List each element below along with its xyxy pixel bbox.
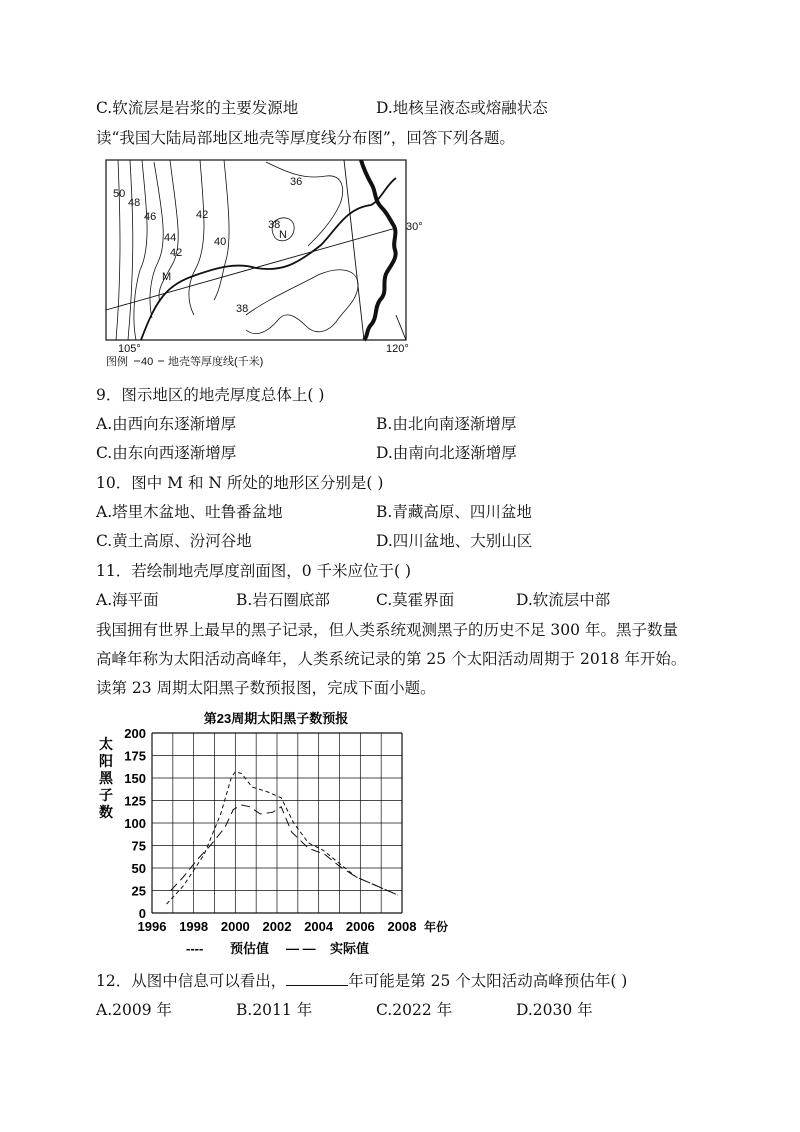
chart-ylabel: [99, 736, 114, 820]
q11-option-d: D.软流层中部: [516, 591, 611, 609]
contour-label-44: 44: [164, 232, 177, 244]
q10-option-d: D.四川盆地、大别山区: [376, 532, 533, 550]
legend-symbol: ----: [186, 941, 204, 956]
contour-label-50: 50: [113, 188, 126, 200]
q11-option-b: B.岩石圈底部: [236, 591, 330, 609]
q9-option-b: B.由北向南逐渐增厚: [376, 415, 517, 433]
legend-prefix: 图例: [106, 356, 128, 368]
legend-label: 预估值: [230, 941, 270, 956]
contour-label-38a: 38: [268, 219, 281, 231]
legend-symbol: — —: [286, 941, 316, 956]
legend-value: 40: [141, 356, 154, 368]
contour-label-42a: 42: [170, 247, 183, 259]
q12-option-d: D.2030 年: [516, 1001, 593, 1019]
q9-option-d: D.由南向北逐渐增厚: [376, 444, 517, 462]
x-tick-label: 1998: [179, 919, 209, 934]
x-tick-label: 2000: [220, 919, 250, 934]
q11-stem: 11．若绘制地壳厚度剖面图，0 千米应位于( ): [96, 562, 412, 580]
q12-option-a: A.2009 年: [96, 1001, 172, 1019]
y-label-char: 子: [99, 787, 113, 803]
y-label-char: 太: [99, 736, 113, 752]
y-tick-label: 150: [124, 771, 146, 786]
y-tick-label: 100: [124, 816, 146, 831]
x-tick-label: 2006: [345, 919, 375, 934]
contour-label-46: 46: [144, 211, 157, 223]
x-tick-label: 2008: [387, 919, 417, 934]
q10-option-b: B.青藏高原、四川盆地: [376, 503, 532, 521]
q12-stem-pre: 12．从图中信息可以看出，: [96, 972, 287, 990]
map-legend: [106, 354, 263, 368]
x-tick-label: 1996: [137, 919, 167, 934]
q11-option-a: A.海平面: [96, 591, 159, 609]
y-tick-label: 200: [124, 726, 146, 741]
river-line: [141, 178, 396, 340]
q12-option-c: C.2022 年: [376, 1001, 453, 1019]
chart-x-ticks: [138, 919, 417, 934]
q12-stem: [96, 970, 627, 992]
y-label-char: 数: [99, 804, 113, 820]
q9-option-a: A.由西向东逐渐增厚: [96, 415, 237, 433]
contour-label-40: 40: [214, 236, 227, 248]
latitude-label: 30°: [406, 221, 423, 233]
crust-thickness-map: [96, 150, 426, 372]
contour-label-36: 36: [290, 176, 303, 188]
intro-map: 读“我国大陆局部地区地壳等厚度线分布图”，回答下列各题。: [96, 129, 515, 147]
y-tick-label: 50: [131, 861, 146, 876]
boundary-line: [344, 160, 364, 340]
y-label-char: 黑: [99, 770, 113, 786]
y-tick-label: 125: [124, 793, 146, 809]
chart-title: 第23周期太阳黑子数预报: [203, 711, 349, 726]
series-line-预估值: [167, 772, 398, 904]
longitude-right-label: 120°: [386, 343, 409, 355]
intro-sunspot-line3: 读第 23 周期太阳黑子数预报图，完成下面小题。: [96, 679, 436, 697]
q11-option-c: C.莫霍界面: [376, 591, 455, 609]
prev-option-c: C.软流层是岩浆的主要发源地: [96, 99, 299, 117]
q10-option-a: A.塔里木盆地、吐鲁番盆地: [96, 503, 283, 521]
legend-label: 实际值: [330, 941, 370, 956]
intro-sunspot-line2: 高峰年称为太阳活动高峰年，人类系统记录的第 25 个太阳活动周期于 2018 年开始。: [96, 650, 687, 668]
contour-label-42b: 42: [196, 209, 209, 221]
contour-label-48: 48: [128, 197, 141, 209]
q10-option-c: C.黄土高原、汾河谷地: [96, 532, 252, 550]
chart-grid: [152, 733, 402, 913]
chart-legend: [186, 941, 369, 956]
q12-blank[interactable]: [286, 970, 348, 986]
y-tick-label: 0: [138, 906, 146, 921]
chart-y-ticks: [124, 726, 146, 921]
y-tick-label: 175: [124, 748, 146, 764]
y-tick-label: 25: [131, 883, 146, 899]
point-m-label: M: [162, 271, 172, 283]
longitude-left-label: 105°: [118, 343, 141, 355]
point-n-label: N: [279, 229, 287, 241]
intro-sunspot-line1: 我国拥有世界上最早的黑子记录，但人类系统观测黑子的历史不足 300 年。黑子数量: [96, 621, 678, 639]
x-tick-label: 2002: [262, 919, 292, 934]
legend-text: 地壳等厚度线(千米): [168, 356, 264, 368]
y-tick-label: 75: [131, 838, 146, 854]
prev-option-d: D.地核呈液态或熔融状态: [376, 99, 548, 117]
q9-option-c: C.由东向西逐渐增厚: [96, 444, 237, 462]
q10-stem: 10．图中 M 和 N 所处的地形区分别是( ): [96, 474, 384, 492]
coastline: [361, 160, 396, 340]
sunspot-chart: [96, 705, 456, 963]
q12-stem-post: 年可能是第 25 个太阳活动高峰预估年( ): [348, 972, 628, 990]
chart-xlabel: 年份: [424, 920, 449, 934]
chart-series: [167, 772, 398, 904]
q9-stem: 9．图示地区的地壳厚度总体上( ): [96, 386, 325, 404]
contour-label-38b: 38: [236, 303, 249, 315]
x-tick-label: 2004: [304, 919, 334, 934]
y-label-char: 阳: [99, 753, 113, 769]
series-line-实际值: [171, 805, 398, 895]
q12-option-b: B.2011 年: [236, 1001, 313, 1019]
